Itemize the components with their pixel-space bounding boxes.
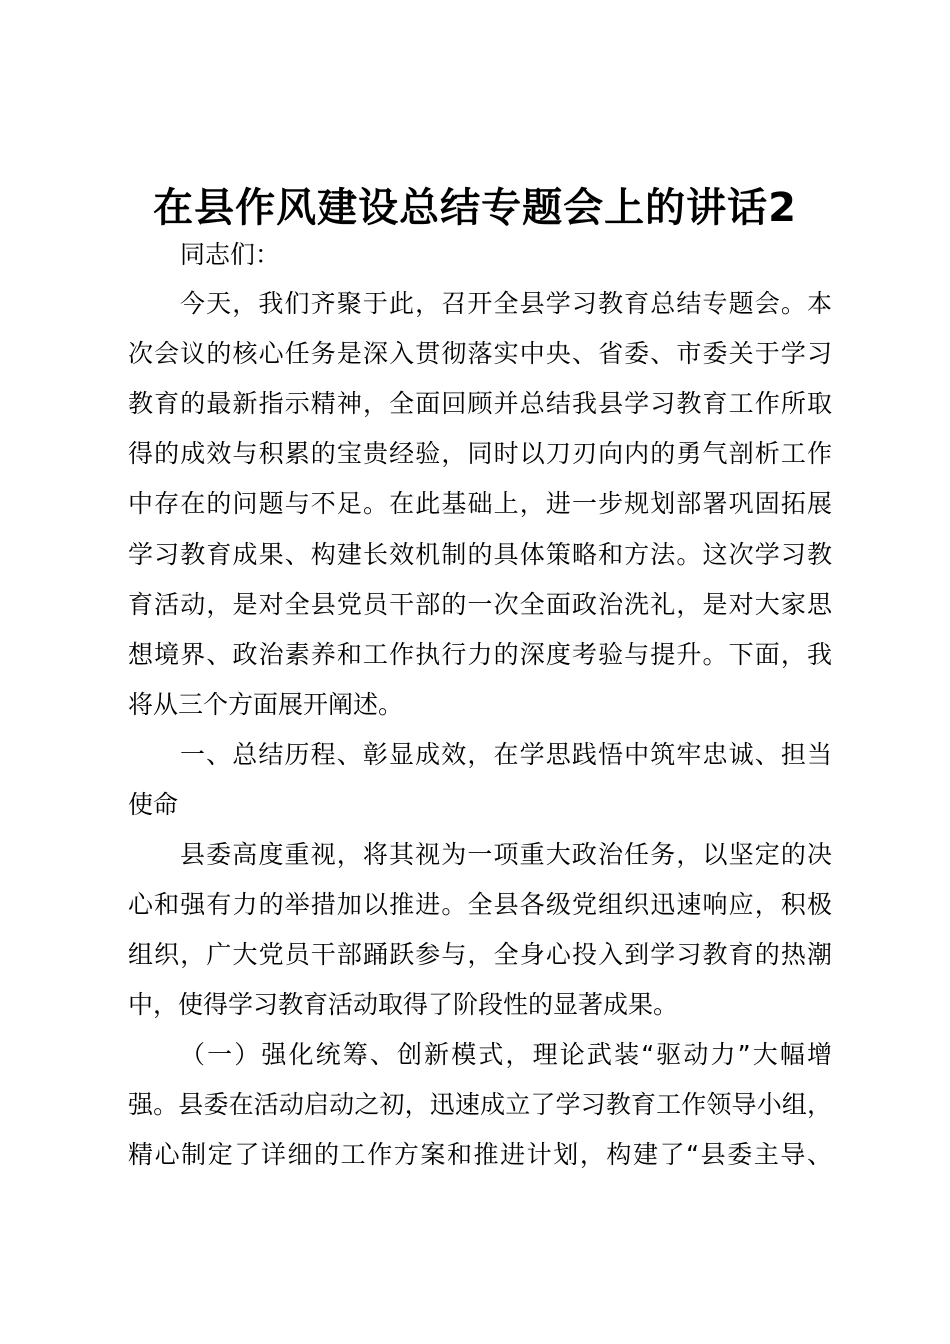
paragraph-line: 将从三个方面展开阐述。 <box>128 690 404 719</box>
paragraph-line: 心和强有力的举措加以推进。全县各级党组织迅速响应，积极 <box>128 890 832 919</box>
paragraph-line: 次会议的核心任务是深入贯彻落实中央、省委、市委关于学习 <box>128 339 832 368</box>
subsection-line: （一）强化统筹、创新模式，理论武装“驱动力”大幅增 <box>180 1040 832 1069</box>
section-heading: 使命 <box>128 790 179 819</box>
paragraph-line: 育活动，是对全县党员干部的一次全面政治洗礼，是对大家思 <box>128 590 832 619</box>
paragraph-line: 中存在的问题与不足。在此基础上，进一步规划部署巩固拓展 <box>128 489 832 518</box>
paragraph-line: 学习教育成果、构建长效机制的具体策略和方法。这次学习教 <box>128 540 832 569</box>
section-heading: 一、总结历程、彰显成效，在学思践悟中筑牢忠诚、担当 <box>180 740 832 769</box>
paragraph-line: 教育的最新指示精神，全面回顾并总结我县学习教育工作所取 <box>128 389 832 418</box>
paragraph-line: 中，使得学习教育活动取得了阶段性的显著成果。 <box>128 990 679 1019</box>
paragraph-line: 今天，我们齐聚于此，召开全县学习教育总结专题会。本 <box>180 289 832 318</box>
paragraph-line: 县委高度重视，将其视为一项重大政治任务，以坚定的决 <box>180 840 832 869</box>
document-title: 在县作风建设总结专题会上的讲话2 <box>153 185 797 231</box>
salutation: 同志们： <box>180 240 281 269</box>
paragraph-line: 得的成效与积累的宝贵经验，同时以刀刃向内的勇气剖析工作 <box>128 439 832 468</box>
paragraph-line: 想境界、政治素养和工作执行力的深度考验与提升。下面，我 <box>128 640 832 669</box>
paragraph-line: 组织，广大党员干部踊跃参与，全身心投入到学习教育的热潮 <box>128 940 832 969</box>
paragraph-line: 精心制定了详细的工作方案和推进计划，构建了“县委主导、 <box>128 1140 832 1169</box>
paragraph-line: 强。县委在活动启动之初，迅速成立了学习教育工作领导小组， <box>128 1090 832 1119</box>
